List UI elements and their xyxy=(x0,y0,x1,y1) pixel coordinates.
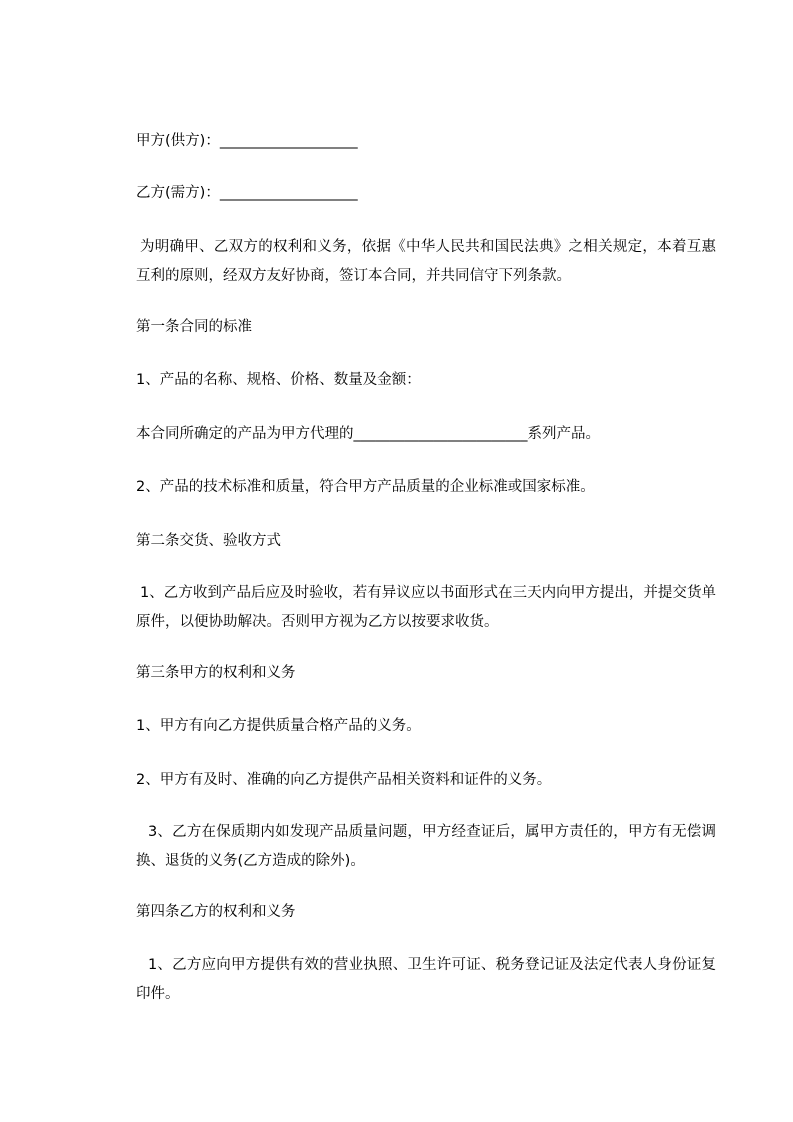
party-a-line: 甲方(供方)：___________________ xyxy=(136,133,358,149)
article-2-heading: 第二条交货、验收方式 xyxy=(136,533,281,549)
article-2-item-1: 1、乙方收到产品后应及时验收，若有异议应以书面形式在三天内向甲方提出，并提交货单原件，以便协助解决。否则甲方视为乙方以按要求收货。 xyxy=(136,585,716,630)
article-4-heading: 第四条乙方的权利和义务 xyxy=(136,904,296,920)
article-1-product-line: 本合同所确定的产品为甲方代理的________________________系列产品。 xyxy=(136,426,600,442)
article-3-heading: 第三条甲方的权利和义务 xyxy=(136,665,296,681)
article-3-item-2: 2、甲方有及时、准确的向乙方提供产品相关资料和证件的义务。 xyxy=(136,772,552,788)
article-3-item-3: 3、乙方在保质期内如发现产品质量问题，甲方经查证后，属甲方责任的，甲方有无偿调换、退货的义务(乙方造成的除外)。 xyxy=(136,824,716,869)
party-b-line: 乙方(需方)：___________________ xyxy=(136,185,358,201)
preamble-paragraph: 为明确甲、乙双方的权利和义务，依据《中华人民共和国民法典》之相关规定，本着互惠互利的原则，经双方友好协商，签订本合同，并共同信守下列条款。 xyxy=(136,239,716,284)
article-4-item-1: 1、乙方应向甲方提供有效的营业执照、卫生许可证、税务登记证及法定代表人身份证复印件。 xyxy=(136,957,716,1002)
article-1-item-2: 2、产品的技术标准和质量，符合甲方产品质量的企业标准或国家标准。 xyxy=(136,479,595,495)
article-3-item-1: 1、甲方有向乙方提供质量合格产品的义务。 xyxy=(136,718,421,734)
article-1-heading: 第一条合同的标准 xyxy=(136,319,252,335)
article-1-item-1: 1、产品的名称、规格、价格、数量及金额： xyxy=(136,372,421,388)
